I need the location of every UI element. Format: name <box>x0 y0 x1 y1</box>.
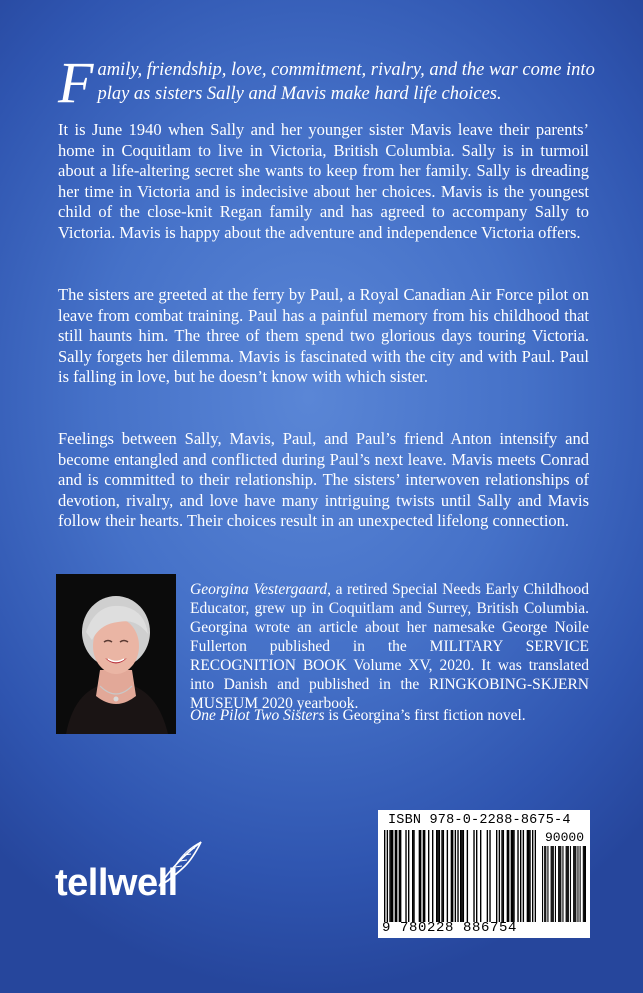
synopsis-paragraph-3: Feelings between Sally, Mavis, Paul, and Paul’s friend Anton intensify and become entangled and conflicted during Paul’s next leave. Mavis meets Conrad and is committed to their relationship. The sisters’ interwoven relationships of devotion, rivalry, and love have many intriguing twists until Sally and Mavis follow their hearts. Their choices result in an unexpected lifelong connection. <box>58 429 589 531</box>
synopsis-paragraph-2: The sisters are greeted at the ferry by Paul, a Royal Canadian Air Force pilot on leave from combat training. Paul has a painful memory from his childhood that still haunts him. The three of them spend two glorious days touring Victoria. Sally forgets her dilemma. Mavis is fascinated with the city and with Paul. Paul is falling in love, but he doesn’t know with which sister. <box>58 285 589 387</box>
isbn-label: ISBN 978-0-2288-8675-4 <box>388 813 571 828</box>
publisher-name: tellwell <box>55 862 178 904</box>
drop-cap-letter: F <box>58 50 94 115</box>
ean-digits: 9 780228 886754 <box>382 920 518 936</box>
closing-line <box>190 706 589 725</box>
tagline <box>58 50 606 115</box>
closing-text: is Georgina’s first fiction novel. <box>324 707 526 724</box>
ean-bars <box>384 830 536 922</box>
price-code: 90000 <box>545 830 585 845</box>
addon-bars <box>542 846 586 922</box>
author-photo <box>56 574 176 734</box>
isbn-barcode <box>378 810 590 938</box>
author-bio-text: , a retired Special Needs Early Childhood Educator, grew up in Coquitlam and Surrey, British Columbia. Georgina wrote an article about her namesake George Noile Fullerton published in the MILITARY SERVICE RECOGNITION BOOK Volume XV, 2020. It was translated into Danish and published in the RINGKOBING-SKJERN MUSEUM 2020 yearbook. <box>190 581 589 712</box>
tagline-text: amily, friendship, love, commitment, rivalry, and the war come into play as sisters Sally and Mavis make hard life choices. <box>97 60 595 104</box>
synopsis-paragraph-1: It is June 1940 when Sally and her younger sister Mavis leave their parents’ home in Coquitlam to live in Victoria, British Columbia. Sally is in turmoil about a life-altering secret she wants to keep from her family. Sally is dreading her time in Victoria and is indecisive about her choices. Mavis is the youngest child of the close-knit Regan family and has agreed to accompany Sally to Victoria. Mavis is happy about the adventure and independence Victoria offers. <box>58 120 589 242</box>
publisher-logo <box>55 840 205 910</box>
author-name: Georgina Vestergaard <box>190 581 328 598</box>
author-bio <box>190 580 589 713</box>
book-title: One Pilot Two Sisters <box>190 707 325 724</box>
